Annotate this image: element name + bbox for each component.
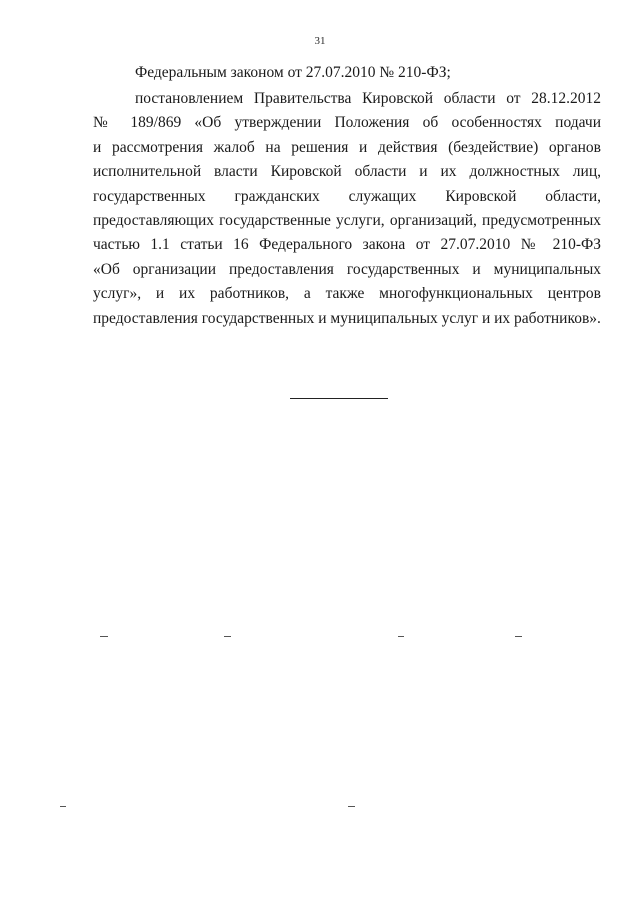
paragraph-line: частью 1.1 статьи 16 Федерального закона от 27.07.2010 № 210-ФЗ — [93, 236, 601, 254]
paragraph-line: № 189/869 «Об утверждении Положения об особенностях подачи — [93, 114, 601, 132]
scan-speck — [515, 636, 522, 637]
paragraph-line: государственных гражданских служащих Кировской области, — [93, 187, 601, 205]
paragraph-government-resolution — [93, 87, 601, 331]
paragraph-line: исполнительной власти Кировской области и их должностных лиц, — [93, 163, 601, 181]
paragraph-federal-law — [93, 61, 601, 85]
paragraph-line: услуг», и их работников, а также многофункциональных центров — [93, 285, 601, 303]
scan-speck — [60, 806, 66, 807]
paragraph-line: Федеральным законом от 27.07.2010 № 210-ФЗ; — [135, 64, 451, 81]
scan-speck — [348, 806, 355, 807]
paragraph-line: и рассмотрения жалоб на решения и действия (бездействие) органов — [93, 138, 601, 156]
scan-speck — [100, 636, 108, 637]
page-number: 31 — [314, 35, 326, 47]
paragraph-line: постановлением Правительства Кировской области от 28.12.2012 — [135, 90, 601, 107]
scan-speck — [398, 636, 404, 637]
end-separator-line — [290, 398, 388, 399]
paragraph-line: «Об организации предоставления государственных и муниципальных — [93, 260, 601, 278]
paragraph-line: предоставления государственных и муниципальных услуг и их работников». — [93, 309, 601, 327]
paragraph-line: предоставляющих государственные услуги, организаций, предусмотренных — [93, 211, 601, 229]
scan-speck — [224, 636, 231, 637]
